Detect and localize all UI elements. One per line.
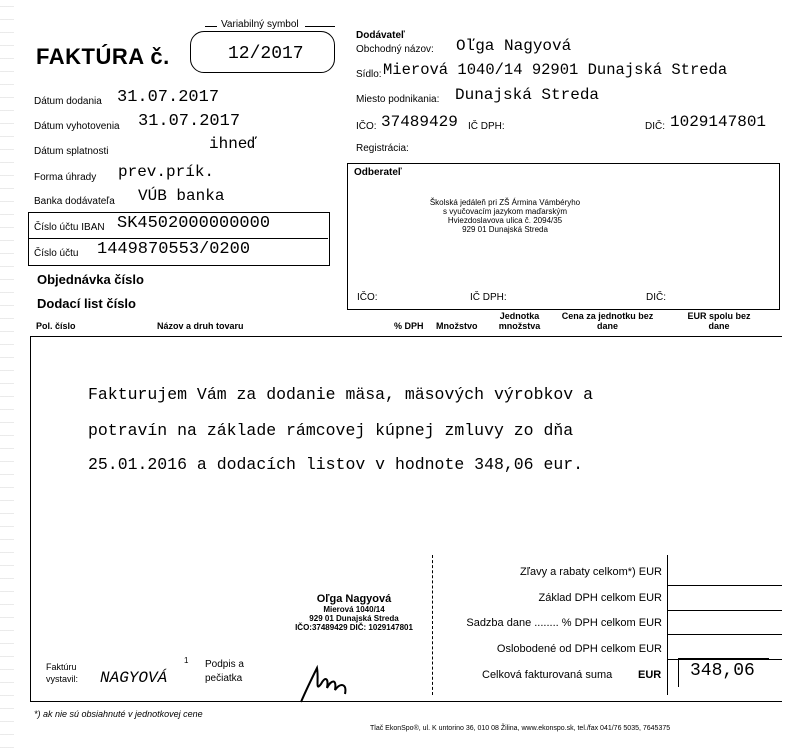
supplier-name: Oľga Nagyová xyxy=(456,37,572,55)
th-item-no: Pol. číslo xyxy=(36,321,76,331)
supplier-ico: 37489429 xyxy=(381,113,458,131)
body-line3: 25.01.2016 a dodacích listov v hodnote 348,06 eur. xyxy=(88,455,584,474)
stamp-line2: Mierová 1040/14 xyxy=(323,605,385,614)
totals-left-border xyxy=(432,555,433,695)
grand-total-currency: EUR xyxy=(638,669,662,681)
variable-symbol-label: Variabilný symbol xyxy=(221,19,299,30)
issue-date: 31.07.2017 xyxy=(138,112,241,131)
bottom-border xyxy=(30,701,782,702)
scan-edge-noise xyxy=(0,0,14,754)
order-label: Objednávka číslo xyxy=(37,272,144,287)
totals-divider-2 xyxy=(667,610,782,611)
footer-note: *) ak nie sú obsiahnuté v jednotkovej cene xyxy=(34,709,203,719)
grand-total-value: 348,06 xyxy=(690,661,755,681)
th-total: EUR spolu bez dane xyxy=(687,311,751,331)
th-quantity: Množstvo xyxy=(436,321,478,331)
issuer-superscript: 1 xyxy=(184,656,189,665)
stamp-line3: 929 01 Dunajská Streda xyxy=(309,614,399,623)
th-unit: Jednotka množstva xyxy=(498,311,541,331)
totals-divider-1 xyxy=(667,585,782,586)
table-header-bottom xyxy=(30,336,782,337)
issuer-label: Faktúru vystavil: xyxy=(46,662,79,684)
invoice-number: 12/2017 xyxy=(228,44,304,64)
customer-line1: Školská jedáleň pri ZŠ Ármina Vámbéryho xyxy=(429,198,581,207)
delivery-note-label: Dodací list číslo xyxy=(37,296,136,311)
grand-total-label: Celková fakturovaná suma xyxy=(482,669,613,681)
bank: VÚB banka xyxy=(138,187,225,205)
customer-icdph-label: IČ DPH: xyxy=(470,292,507,303)
supplier-section-label: Dodávateľ xyxy=(356,30,405,41)
customer-line4: 929 01 Dunajská Streda xyxy=(462,225,548,234)
due-date: ihneď xyxy=(209,135,258,153)
payment-method-label: Forma úhrady xyxy=(34,172,97,183)
sign-label: Podpis a pečiatka xyxy=(205,659,244,684)
stamp-line4: IČO:37489429 DIČ: 1029147801 xyxy=(295,623,413,632)
customer-box xyxy=(347,163,780,310)
body-line1: Fakturujem Vám za dodanie mäsa, mäsových výrobkov a xyxy=(88,385,593,404)
bank-label: Banka dodávateľa xyxy=(34,196,115,207)
delivery-date: 31.07.2017 xyxy=(117,88,220,107)
customer-dic-label: DIČ: xyxy=(646,292,666,303)
iban: SK4502000000000 xyxy=(117,214,271,233)
customer-ico-label: IČO: xyxy=(357,292,378,303)
customer-line3: Hviezdoslavova ulica č. 2094/35 xyxy=(447,216,563,225)
account: 1449870553/0200 xyxy=(97,240,251,259)
exempt-label: Oslobodené od DPH celkom EUR xyxy=(496,643,662,655)
body-line2: potravín na základe rámcovej kúpnej zmluvy zo dňa xyxy=(88,421,574,440)
account-box-divider xyxy=(28,238,328,239)
supplier-ico-label: IČO: xyxy=(356,121,377,132)
issuer-name: NAGYOVÁ xyxy=(100,669,168,687)
stamp xyxy=(280,593,428,632)
stamp-name: Oľga Nagyová xyxy=(316,593,392,605)
issue-date-label: Dátum vyhotovenia xyxy=(34,121,120,132)
customer-section-label: Odberateľ xyxy=(354,167,402,178)
totals-divider-3 xyxy=(667,634,782,635)
supplier-address-label: Sídlo: xyxy=(356,69,382,80)
discounts-label: Zľavy a rabaty celkom*) EUR xyxy=(520,566,662,578)
supplier-place-label: Miesto podnikania: xyxy=(356,94,440,105)
supplier-dic: 1029147801 xyxy=(670,113,767,131)
th-unit-price: Cena za jednotku bez dane xyxy=(561,311,654,331)
vat-base-label: Základ DPH celkom EUR xyxy=(538,592,662,604)
variable-symbol-line xyxy=(205,26,217,27)
th-name: Názov a druh tovaru xyxy=(157,321,244,331)
payment-method: prev.prík. xyxy=(118,163,215,181)
delivery-date-label: Dátum dodania xyxy=(34,96,102,107)
totals-value-border xyxy=(667,555,668,695)
supplier-place: Dunajská Streda xyxy=(455,86,600,104)
invoice-title: FAKTÚRA č. xyxy=(36,44,170,69)
due-date-label: Dátum splatnosti xyxy=(34,146,109,157)
table-left-border xyxy=(30,336,31,701)
account-label: Číslo účtu xyxy=(34,248,79,259)
th-vat: % DPH xyxy=(394,321,424,331)
supplier-address: Mierová 1040/14 92901 Dunajská Streda xyxy=(383,61,728,79)
customer-address-block xyxy=(395,198,615,234)
supplier-dic-label: DIČ: xyxy=(645,121,665,132)
footer-print: Tlač EkonSpo®, ul. K untorino 36, 010 08 Žilina, www.ekonspo.sk, tel./fax 041/76 5035, 7645375 xyxy=(370,725,671,732)
supplier-name-label: Obchodný názov: xyxy=(356,44,434,55)
iban-label: Číslo účtu IBAN xyxy=(34,222,105,233)
customer-line2: s vyučovacím jazykom maďarským xyxy=(442,207,568,216)
vat-rate-label: Sadzba dane ........ % DPH celkom EUR xyxy=(466,617,662,629)
supplier-icdph-label: IČ DPH: xyxy=(468,121,505,132)
supplier-registration-label: Registrácia: xyxy=(356,143,409,154)
variable-symbol-line-right xyxy=(305,26,335,27)
